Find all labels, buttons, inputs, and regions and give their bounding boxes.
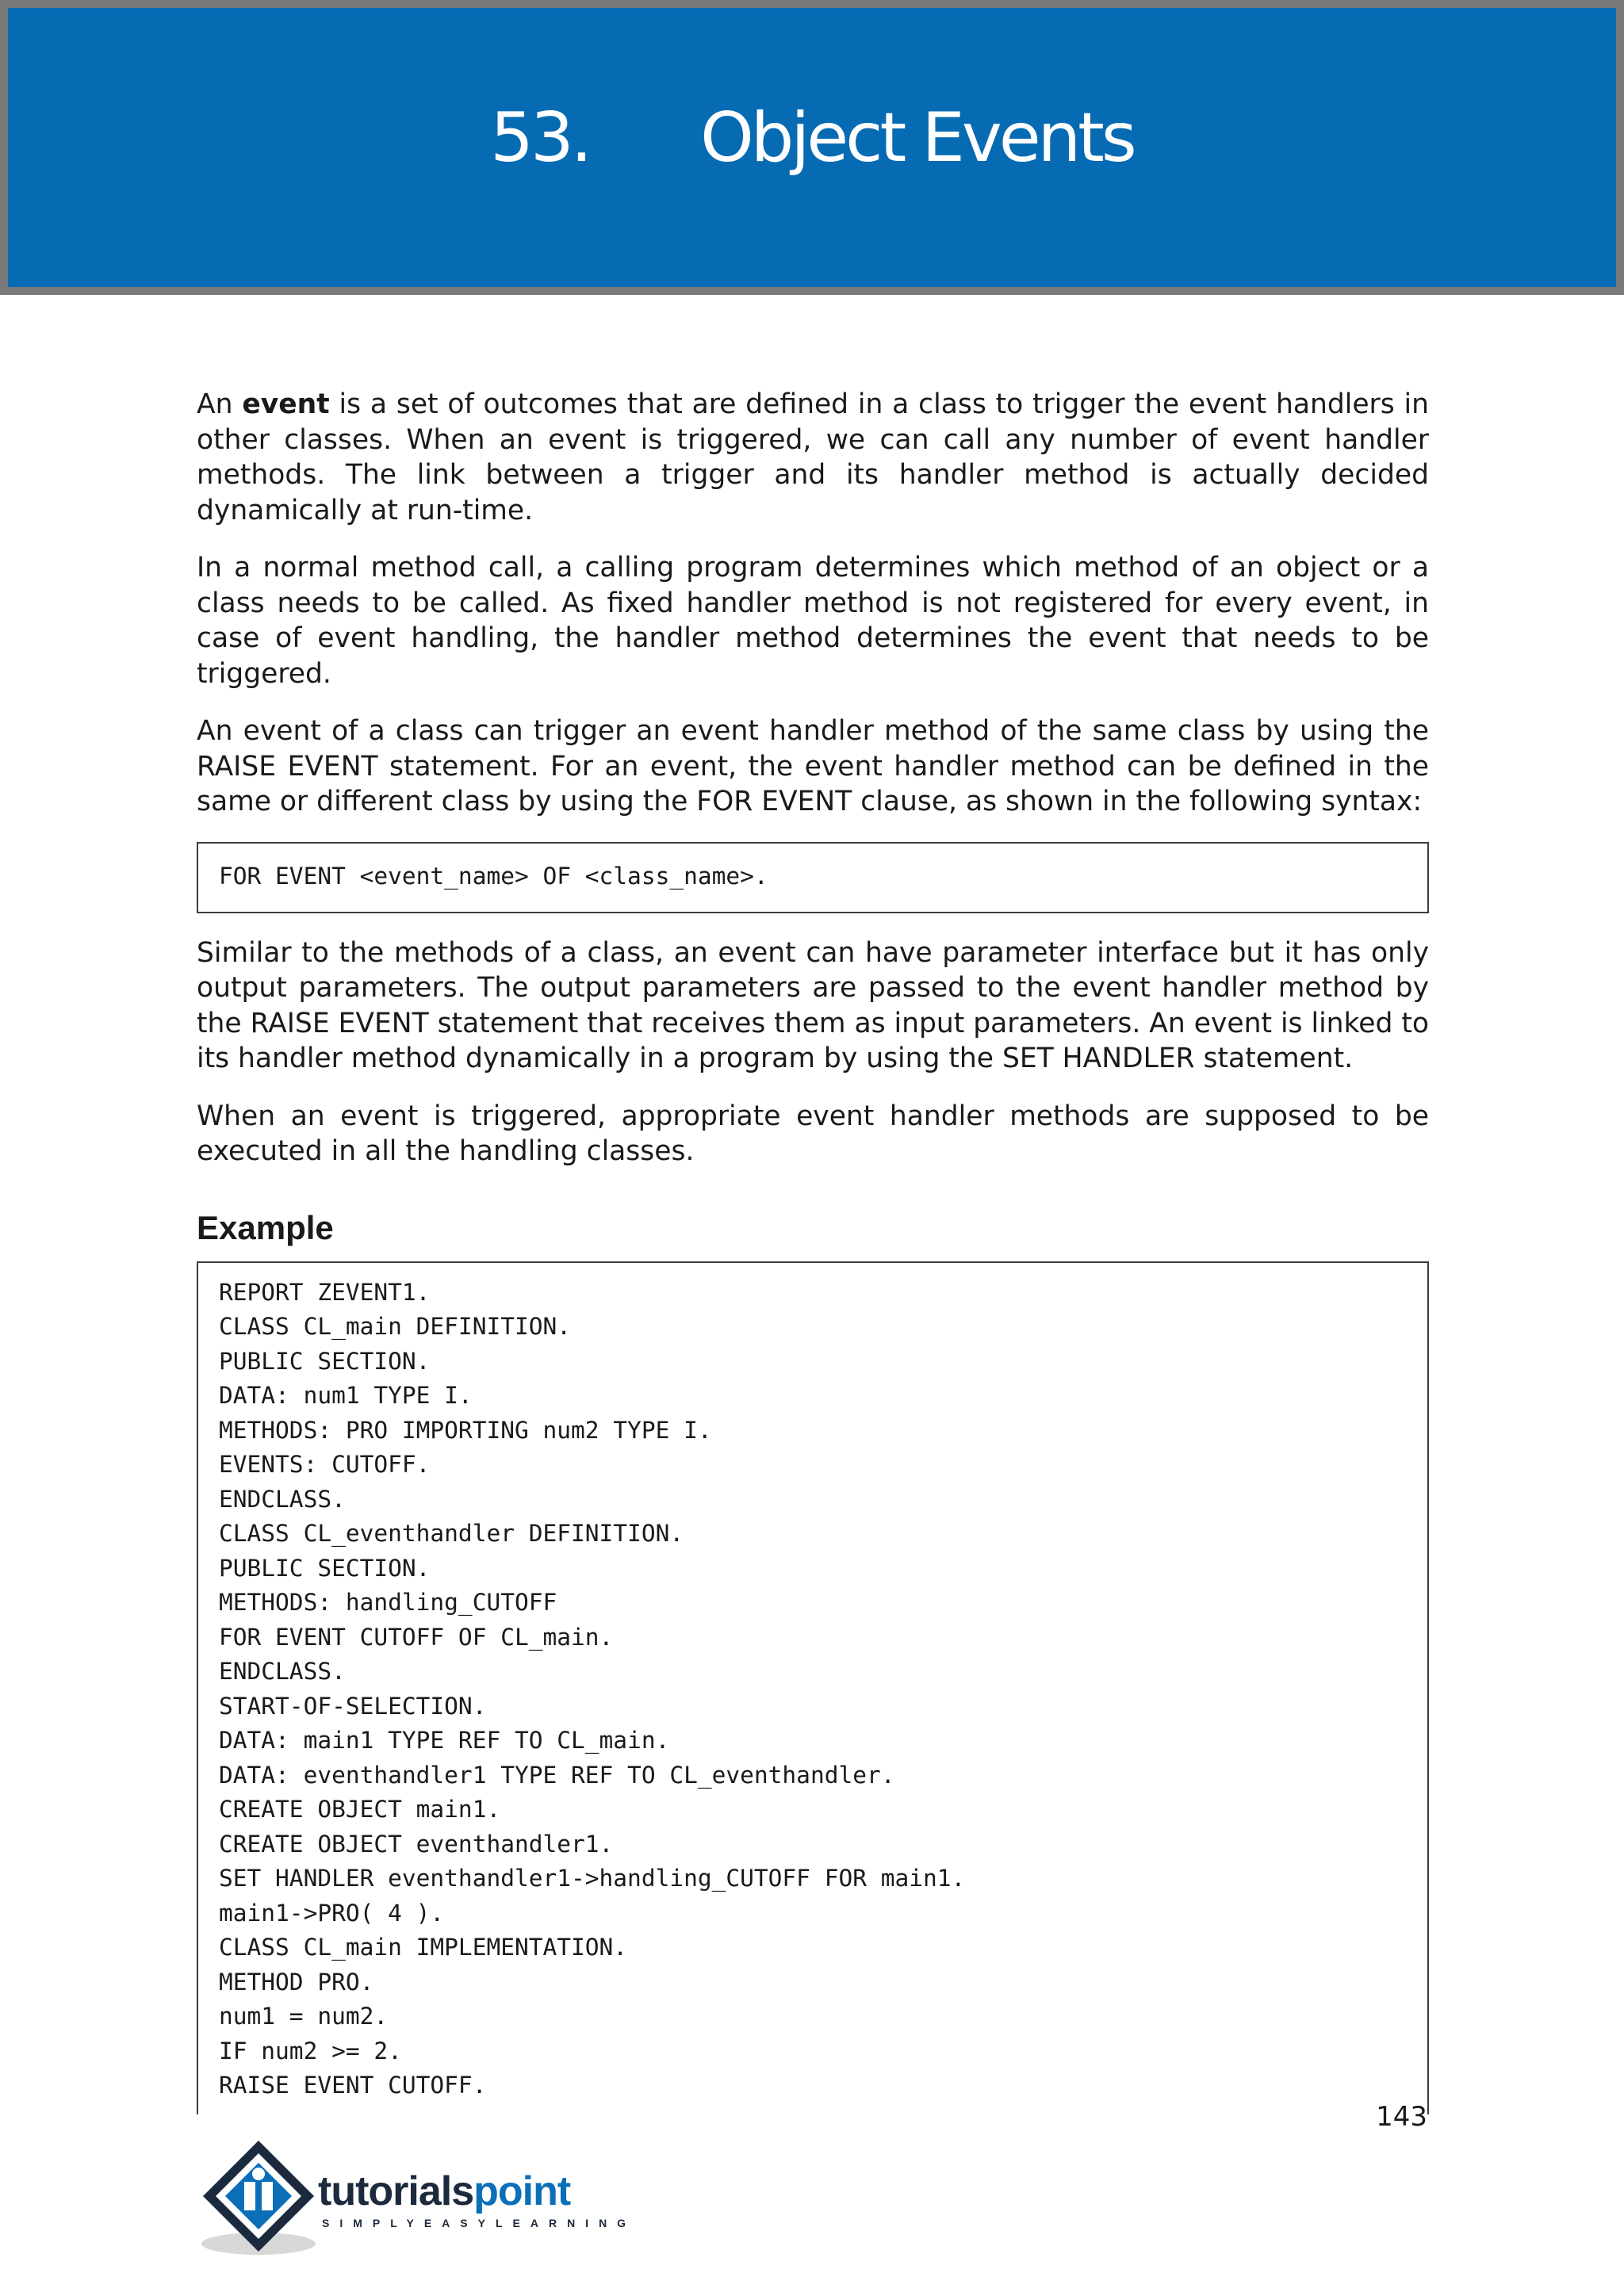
chapter-header-banner (0, 0, 1624, 295)
paragraph-triggered: When an event is triggered, appropriate event handler methods are supposed to be executed in all the handling classes. (197, 1100, 1429, 1167)
logo-wordmark (318, 2168, 570, 2215)
logo-word-point: point (473, 2168, 571, 2214)
logo-tagline: SIMPLYEASYLEARNING (322, 2217, 637, 2229)
tutorialspoint-logo (195, 2133, 637, 2260)
intro-lead: An (197, 388, 243, 420)
page-number: 143 (1376, 2101, 1427, 2133)
intro-rest: is a set of outcomes that are defined in a class to trigger the event handlers in other classes. When an event is triggered, we can call any number of event handler methods. The link between a trigger and its handler method is actually decided dynamically at run-time. (197, 388, 1429, 526)
paragraph-raise-event: An event of a class can trigger an event handler method of the same class by using the RAISE EVENT statement. For an event, the event handler method can be defined in the same or different class by using the FOR EVENT clause, as shown in the following syntax: (197, 715, 1429, 817)
paragraph-method-call: In a normal method call, a calling program determines which method of an object or a class needs to be called. As fixed handler method is not registered for every event, in case of event handling, the handler method determines the event that needs to be triggered. (197, 552, 1429, 690)
chapter-title (8, 90, 1616, 186)
chapter-number: 53. (490, 98, 590, 178)
chapter-header-inner (8, 8, 1616, 287)
paragraph-parameters: Similar to the methods of a class, an event can have parameter interface but it has only output parameters. The output parameters are passed to the event handler method by the RAISE EVENT statement that receives them as input parameters. An event is linked to its handler method dynamically in a program by using the SET HANDLER statement. (197, 936, 1429, 1074)
syntax-code-block: FOR EVENT <event_name> OF <class_name>. (197, 842, 1429, 913)
chapter-name: Object Events (700, 98, 1134, 178)
logo-word-tutorials: tutorials (318, 2168, 474, 2214)
page-content (197, 387, 1429, 2114)
example-code-block: REPORT ZEVENT1. CLASS CL_main DEFINITION. PUBLIC SECTION. DATA: num1 TYPE I. METHODS: PRO IMPORTING num2 TYPE I. EVENTS: CUTOFF. ENDCLASS. CLASS CL_eventhandler DEFINITION. PUBLIC SECTION. METHODS: handling_CUTOFF FOR EVENT CUTOFF OF CL_main. ENDCLASS. START-OF-SELECTION. DATA: main1 TYPE REF TO CL_main. DATA: eventhandler1 TYPE REF TO CL_eventhandler. CREATE OBJECT main1. CREATE OBJECT eventhandler1. SET HANDLER eventhandler1->handling_CUTOFF FOR main1. main1->PRO( 4 ). CLASS CL_main IMPLEMENTATION. METHOD PRO. num1 = num2. IF num2 >= 2. RAISE EVENT CUTOFF. (197, 1261, 1429, 2114)
tutorialspoint-logo-icon (195, 2133, 322, 2260)
intro-paragraph (197, 387, 1429, 528)
example-heading: Example (197, 1208, 334, 1246)
intro-term-event: event (242, 388, 330, 420)
